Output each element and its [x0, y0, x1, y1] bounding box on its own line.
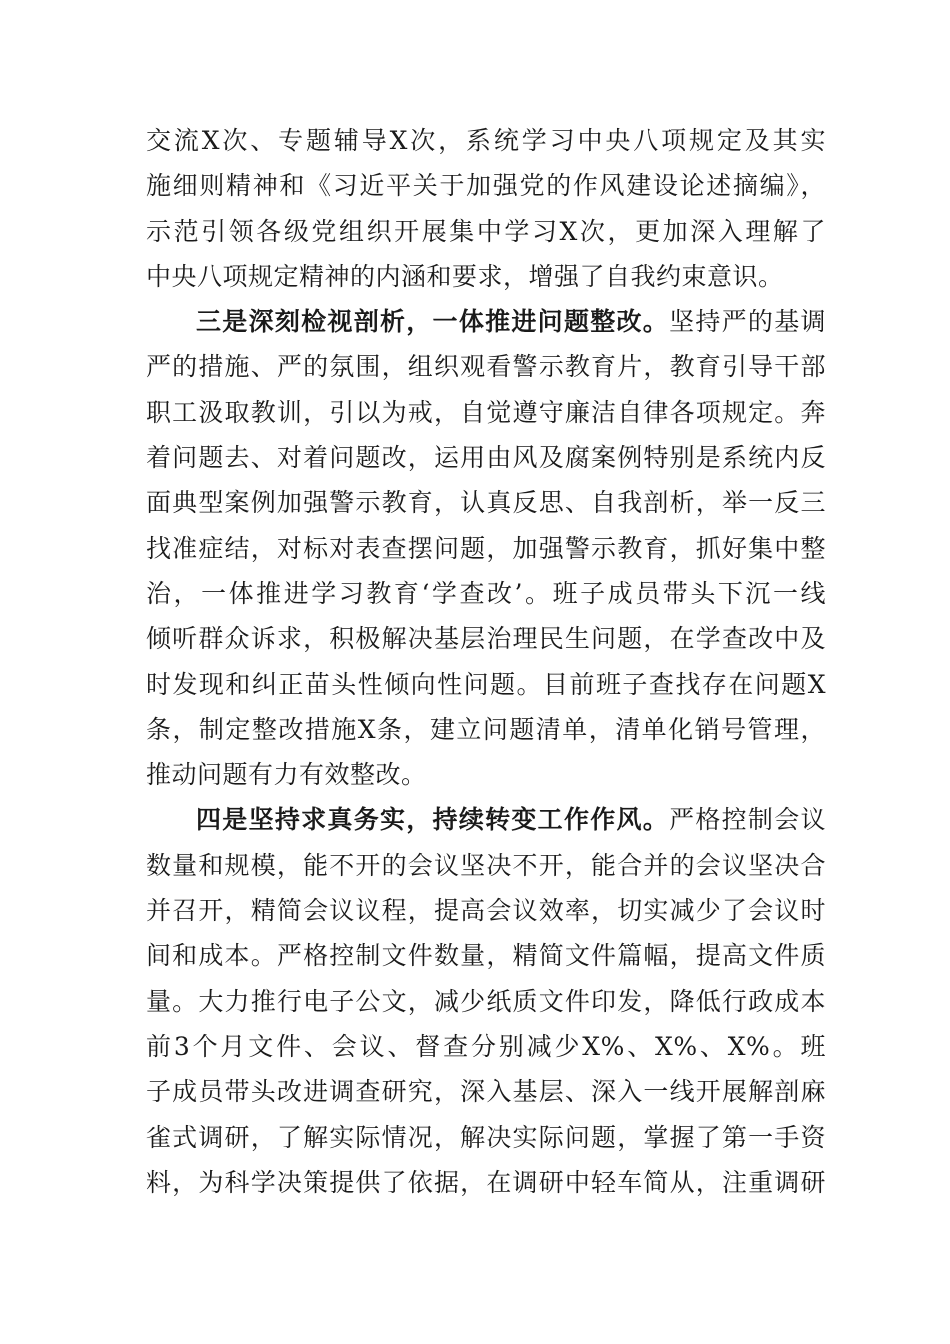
text-line: 示范引领各级党组织开展集中学习X次，更加深入理解了 — [146, 216, 826, 246]
paragraph-1 — [146, 118, 826, 299]
paragraph-2 — [146, 299, 826, 797]
text-line: 施细则精神和《习近平关于加强党的作风建设论述摘编》， — [146, 171, 826, 201]
text-line: 量。大力推行电子公文，减少纸质文件印发，降低行政成本 — [146, 986, 826, 1016]
text-line: 着问题去、对着问题改，运用由风及腐案例特别是系统内反 — [146, 443, 826, 473]
text-line: 职工汲取教训，引以为戒，自觉遵守廉洁自律各项规定。奔 — [146, 397, 826, 427]
text-line: 条，制定整改措施X条，建立问题清单，清单化销号管理， — [146, 714, 826, 744]
text-line: 中央八项规定精神的内涵和要求，增强了自我约束意识。 — [146, 261, 784, 291]
text-line: 治，一体推进学习教育‘学查改’。班子成员带头下沉一线 — [146, 578, 826, 608]
paragraph-lead-rest: 严格控制会议 — [669, 805, 826, 835]
text-line: 严的措施、严的氛围，组织观看警示教育片，教育引导干部 — [146, 352, 826, 382]
paragraph-lead-heading: 四是坚持求真务实，持续转变工作作风。 — [196, 805, 670, 835]
text-line: 数量和规模，能不开的会议坚决不开，能合并的会议坚决合 — [146, 850, 826, 880]
text-line — [146, 299, 826, 344]
text-line: 找准症结，对标对表查摆问题，加强警示教育，抓好集中整 — [146, 533, 826, 563]
text-line: 间和成本。严格控制文件数量，精简文件篇幅，提高文件质 — [146, 941, 826, 971]
paragraph-3 — [146, 797, 826, 1205]
text-line: 面典型案例加强警示教育，认真反思、自我剖析，举一反三 — [146, 488, 826, 518]
text-line: 倾听群众诉求，积极解决基层治理民生问题，在学查改中及 — [146, 624, 826, 654]
paragraph-lead-heading: 三是深刻检视剖析，一体推进问题整改。 — [196, 307, 670, 337]
text-line: 前3个月文件、会议、督查分别减少X%、X%、X%。班 — [146, 1031, 826, 1061]
text-line: 料，为科学决策提供了依据，在调研中轻车简从，注重调研 — [146, 1167, 826, 1197]
body-text — [146, 118, 826, 1205]
text-line — [146, 797, 826, 842]
paragraph-lead-rest: 坚持严的基调 — [669, 307, 826, 337]
text-line: 并召开，精简会议议程，提高会议效率，切实减少了会议时 — [146, 896, 826, 926]
text-line: 雀式调研，了解实际情况，解决实际问题，掌握了第一手资 — [146, 1122, 826, 1152]
text-line: 交流X次、专题辅导X次，系统学习中央八项规定及其实 — [146, 126, 826, 155]
text-line: 推动问题有力有效整改。 — [146, 760, 427, 790]
text-line: 子成员带头改进调查研究，深入基层、深入一线开展解剖麻 — [146, 1077, 826, 1107]
text-line: 时发现和纠正苗头性倾向性问题。目前班子查找存在问题X — [146, 669, 826, 699]
